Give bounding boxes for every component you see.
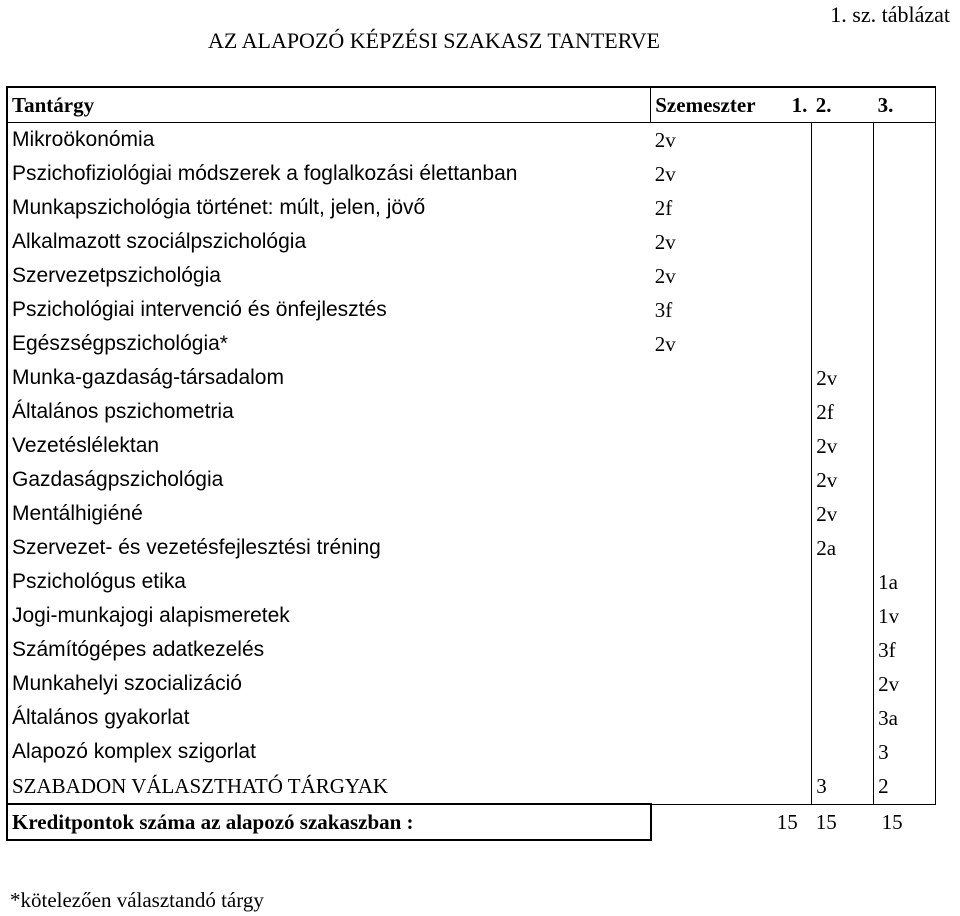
semester-3-cell: 1a bbox=[874, 565, 936, 599]
subject-cell: Alkalmazott szociálpszichológia bbox=[7, 225, 651, 259]
subject-cell: Pszichológiai intervenció és önfejlesztés bbox=[7, 293, 651, 327]
semester-2-cell bbox=[812, 191, 874, 225]
table-row bbox=[7, 361, 936, 395]
subject-cell: Munkahelyi szocializáció bbox=[7, 667, 651, 701]
semester-2-cell: 2v bbox=[812, 429, 874, 463]
semester-1-cell bbox=[651, 497, 812, 531]
semester-3-cell: 1v bbox=[874, 599, 936, 633]
semester-1-cell bbox=[651, 667, 812, 701]
subject-cell: SZABADON VÁLASZTHATÓ TÁRGYAK bbox=[7, 769, 651, 804]
semester-2-cell bbox=[812, 157, 874, 191]
subject-cell: Általános gyakorlat bbox=[7, 701, 651, 735]
semester-3-cell bbox=[874, 395, 936, 429]
semester-3-cell bbox=[874, 429, 936, 463]
header-semester bbox=[651, 87, 812, 123]
semester-3-cell: 3 bbox=[874, 735, 936, 769]
table-row bbox=[7, 735, 936, 769]
semester-2-cell bbox=[812, 599, 874, 633]
header-semester-2: 2. bbox=[812, 87, 874, 123]
semester-3-cell: 2 bbox=[874, 769, 936, 804]
semester-2-cell bbox=[812, 293, 874, 327]
semester-1-cell bbox=[651, 735, 812, 769]
semester-1-cell: 2v bbox=[654, 332, 676, 356]
table-row bbox=[7, 565, 936, 599]
semester-3-cell bbox=[874, 463, 936, 497]
semester-3-cell: 3a bbox=[874, 701, 936, 735]
subject-cell: Pszichofiziológiai módszerek a foglalkozási élettanban bbox=[7, 157, 651, 191]
subject-cell: Szervezet- és vezetésfejlesztési tréning bbox=[7, 531, 651, 565]
subject-cell: Egészségpszichológia* bbox=[7, 327, 651, 361]
table-row bbox=[7, 531, 936, 565]
semester-2-cell: 2v bbox=[812, 497, 874, 531]
table-row bbox=[7, 395, 936, 429]
semester-1-cell bbox=[651, 701, 812, 735]
semester-2-cell bbox=[812, 225, 874, 259]
semester-2-cell bbox=[812, 667, 874, 701]
semester-1-cell bbox=[651, 429, 812, 463]
semester-3-cell bbox=[874, 293, 936, 327]
semester-1-cell bbox=[651, 531, 812, 565]
total-label: Kreditpontok száma az alapozó szakaszban : bbox=[7, 804, 651, 840]
subject-cell: Mentálhigiéné bbox=[7, 497, 651, 531]
header-semester-label: Szemeszter bbox=[655, 93, 756, 117]
semester-1-cell bbox=[651, 599, 812, 633]
semester-1-cell bbox=[651, 395, 812, 429]
table-row bbox=[7, 191, 936, 225]
header-semester-3: 3. bbox=[874, 87, 936, 123]
semester-1-cell bbox=[651, 361, 812, 395]
semester-2-cell bbox=[812, 259, 874, 293]
subject-cell: Alapozó komplex szigorlat bbox=[7, 735, 651, 769]
footnote: *kötelezően választandó tárgy bbox=[10, 888, 264, 912]
semester-2-cell bbox=[812, 327, 874, 361]
semester-2-cell bbox=[812, 735, 874, 769]
header-semester-1: 1. bbox=[791, 93, 808, 117]
total-semester-3: 15 bbox=[881, 810, 903, 835]
header-subject: Tantárgy bbox=[7, 87, 651, 123]
table-row bbox=[7, 633, 936, 667]
total-credits-row bbox=[7, 804, 936, 840]
semester-1-cell bbox=[651, 769, 812, 804]
semester-3-cell bbox=[874, 531, 936, 565]
semester-1-cell: 2f bbox=[654, 196, 673, 220]
table-row bbox=[7, 157, 936, 191]
table-row bbox=[7, 123, 936, 158]
semester-2-cell bbox=[812, 123, 874, 158]
subject-cell: Mikroökonómia bbox=[7, 123, 651, 158]
semester-3-cell bbox=[874, 327, 936, 361]
table-row bbox=[7, 497, 936, 531]
semester-1-cell: 2v bbox=[654, 128, 676, 152]
table-row bbox=[7, 259, 936, 293]
page-title: AZ ALAPOZÓ KÉPZÉSI SZAKASZ TANTERVE bbox=[208, 28, 660, 53]
semester-1-cell: 2v bbox=[654, 264, 676, 288]
curriculum-table bbox=[6, 86, 936, 841]
subject-cell: Általános pszichometria bbox=[7, 395, 651, 429]
semester-3-cell bbox=[874, 259, 936, 293]
semester-3-cell bbox=[874, 497, 936, 531]
semester-2-cell: 2f bbox=[812, 395, 874, 429]
semester-1-cell: 3f bbox=[654, 298, 673, 322]
semester-2-cell: 2v bbox=[812, 361, 874, 395]
semester-3-cell: 3f bbox=[874, 633, 936, 667]
subject-cell: Vezetéslélektan bbox=[7, 429, 651, 463]
total-semester-1: 15 bbox=[776, 810, 798, 835]
semester-3-cell bbox=[874, 225, 936, 259]
table-row bbox=[7, 327, 936, 361]
semester-2-cell bbox=[812, 565, 874, 599]
semester-1-cell bbox=[651, 463, 812, 497]
total-semester-2: 15 bbox=[815, 810, 837, 835]
table-header-row bbox=[7, 87, 936, 123]
semester-1-cell: 2v bbox=[654, 162, 676, 186]
table-row bbox=[7, 599, 936, 633]
semester-1-cell bbox=[651, 633, 812, 667]
semester-2-cell: 3 bbox=[812, 769, 874, 804]
table-reference: 1. sz. táblázat bbox=[830, 2, 950, 27]
semester-2-cell bbox=[812, 701, 874, 735]
table-row bbox=[7, 667, 936, 701]
subject-cell: Pszichológus etika bbox=[7, 565, 651, 599]
subject-cell: Gazdaságpszichológia bbox=[7, 463, 651, 497]
table-row bbox=[7, 463, 936, 497]
subject-cell: Számítógépes adatkezelés bbox=[7, 633, 651, 667]
subject-cell: Jogi-munkajogi alapismeretek bbox=[7, 599, 651, 633]
semester-3-cell: 2v bbox=[874, 667, 936, 701]
semester-1-cell: 2v bbox=[654, 230, 676, 254]
table-row bbox=[7, 429, 936, 463]
semester-2-cell: 2v bbox=[812, 463, 874, 497]
subject-cell: Munkapszichológia történet: múlt, jelen, jövő bbox=[7, 191, 651, 225]
elective-row bbox=[7, 769, 936, 804]
semester-2-cell: 2a bbox=[812, 531, 874, 565]
semester-2-cell bbox=[812, 633, 874, 667]
subject-cell: Munka-gazdaság-társadalom bbox=[7, 361, 651, 395]
table-row bbox=[7, 701, 936, 735]
semester-1-cell bbox=[651, 565, 812, 599]
table-row bbox=[7, 225, 936, 259]
semester-3-cell bbox=[874, 191, 936, 225]
semester-3-cell bbox=[874, 123, 936, 158]
subject-cell: Szervezetpszichológia bbox=[7, 259, 651, 293]
semester-3-cell bbox=[874, 361, 936, 395]
semester-3-cell bbox=[874, 157, 936, 191]
table-row bbox=[7, 293, 936, 327]
